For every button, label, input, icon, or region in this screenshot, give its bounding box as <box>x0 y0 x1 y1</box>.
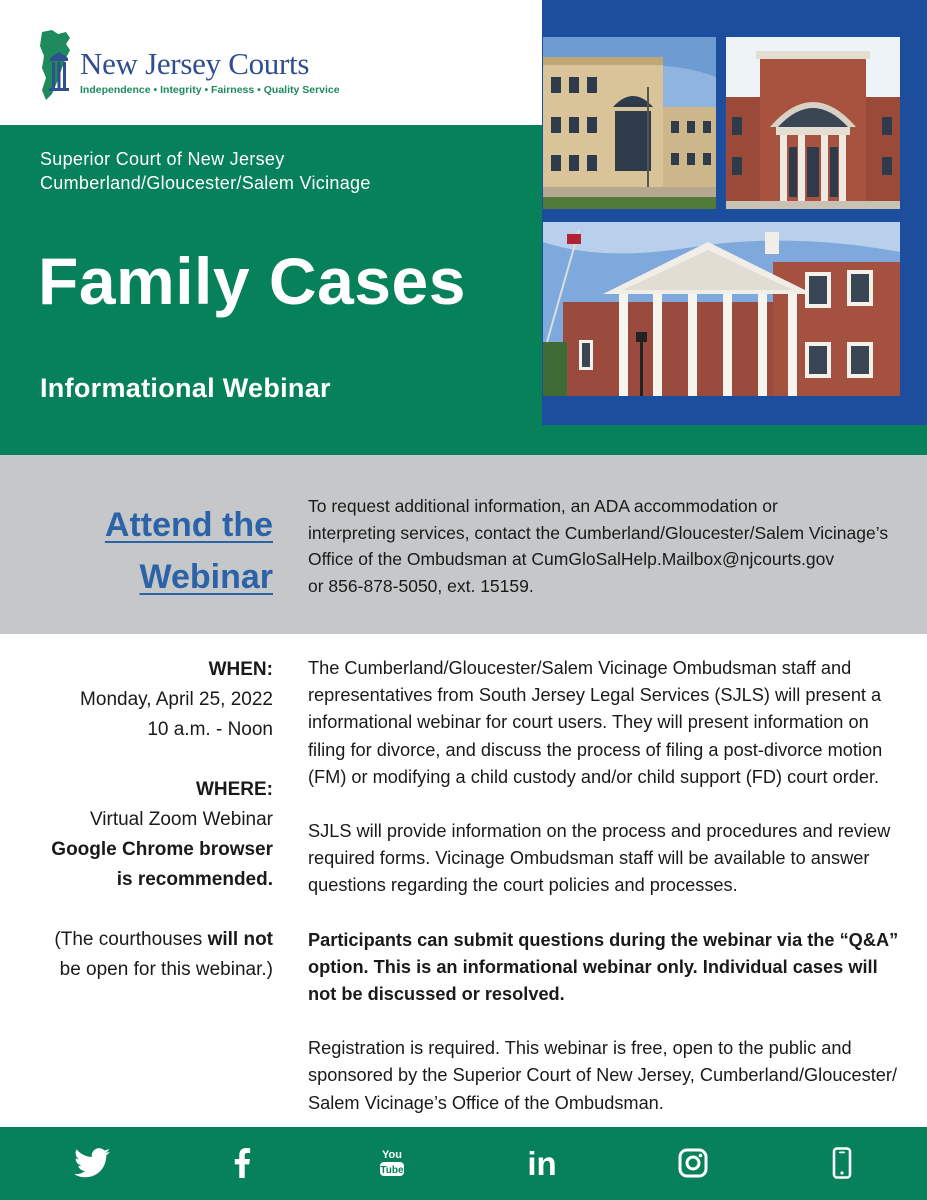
mobile-app-link[interactable] <box>824 1147 860 1179</box>
registration-paragraph: Registration is required. This webinar is free, open to the public and sponsored by the Superior Court of New Jersey, Cumberland/Gloucester/ Salem Vicinage’s Office of the Ombudsman. <box>308 1038 898 1113</box>
attend-title-line1[interactable]: Attend the <box>104 506 273 544</box>
event-date: Monday, April 25, 2022 <box>80 689 273 710</box>
ada-contact-info <box>308 493 914 599</box>
youtube-icon <box>377 1147 407 1179</box>
attend-webinar-link[interactable] <box>105 499 273 603</box>
note-post: be open for this webinar.) <box>59 959 273 980</box>
note-bold: will not <box>207 929 273 950</box>
twitter-link[interactable] <box>74 1147 110 1179</box>
courthouse-closed-note <box>13 925 273 955</box>
page-title: Family Cases <box>38 244 466 318</box>
courthouse-photo-tan <box>543 37 716 209</box>
court-name: Superior Court of New Jersey <box>40 149 285 169</box>
youtube-you-text: You <box>382 1149 402 1161</box>
questions-notice: Participants can submit questions during the webinar via the “Q&A” option. This is an informational webinar only. Individual cases will not be discussed or resolved. <box>308 929 899 1005</box>
attend-webinar-section <box>0 455 927 634</box>
description-paragraph: SJLS will provide information on the process and procedures and review required forms. Vicinage Ombudsman staff will be available to answer questions regarding the court policies and processes. <box>308 821 891 896</box>
youtube-link[interactable] <box>374 1147 410 1179</box>
event-description <box>308 655 908 1144</box>
event-time: 10 a.m. - Noon <box>147 719 273 740</box>
mobile-phone-icon <box>832 1147 852 1179</box>
event-place: Virtual Zoom Webinar <box>89 809 273 830</box>
social-footer <box>0 1127 927 1200</box>
attend-title-line2[interactable]: Webinar <box>139 558 273 596</box>
courthouse-photo-columns <box>543 222 900 396</box>
instagram-icon <box>678 1148 708 1178</box>
event-details <box>13 655 273 985</box>
instagram-link[interactable] <box>675 1147 711 1179</box>
linkedin-icon <box>525 1148 559 1178</box>
linkedin-link[interactable] <box>524 1147 560 1179</box>
browser-note-line1: Google Chrome browser <box>51 839 273 860</box>
when-label: WHEN: <box>208 659 273 680</box>
logo-tagline: Independence • Integrity • Fairness • Quality Service <box>80 84 340 96</box>
youtube-tube-text: Tube <box>380 1165 404 1176</box>
courthouse-photo-brick-arch <box>726 37 900 209</box>
ada-contact-line: Office of the Ombudsman at CumGloSalHelp.Mailbox@njcourts.gov <box>308 549 835 569</box>
nj-state-pillar-icon <box>36 28 76 102</box>
courthouse-photo-panel <box>542 0 927 425</box>
browser-note-line2: is recommended. <box>116 869 273 890</box>
facebook-link[interactable] <box>224 1147 260 1179</box>
note-pre: (The courthouses <box>54 929 208 950</box>
twitter-icon <box>74 1148 110 1178</box>
ada-contact-line: or 856-878-5050, ext. 15159. <box>308 575 534 596</box>
page-subtitle: Informational Webinar <box>40 373 331 403</box>
facebook-icon <box>233 1148 251 1178</box>
logo-name: New Jersey Courts <box>80 46 310 81</box>
ada-contact-line: To request additional information, an ADA accommodation or <box>308 496 778 516</box>
nj-courts-logo <box>36 28 356 106</box>
description-paragraph: The Cumberland/Gloucester/Salem Vicinage Ombudsman staff and representatives from South Jersey Legal Services (SJLS) will present a informational webinar for court users. They will present information on filing for divorce, and discuss the process of filing a post-divorce motion (FM) or modifying a child custody and/or child support (FD) court order. <box>308 658 883 787</box>
ada-contact-line: interpreting services, contact the Cumberland/Gloucester/Salem Vicinage’s <box>308 522 889 543</box>
linkedin-text: in <box>527 1148 557 1178</box>
where-label: WHERE: <box>195 779 273 800</box>
vicinage-name: Cumberland/Gloucester/Salem Vicinage <box>40 173 371 193</box>
